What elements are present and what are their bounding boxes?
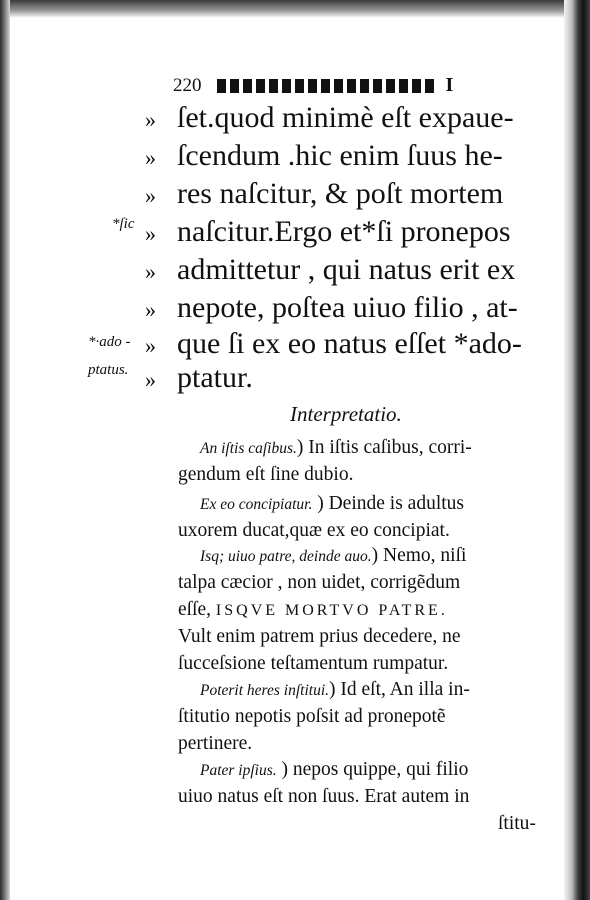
quote-mark: » [145, 297, 156, 323]
interp-line [200, 756, 572, 784]
running-title-end: I [445, 74, 454, 96]
quote-mark: » [145, 183, 156, 209]
line-text: ſcendum .hic enim ſuus he- [177, 139, 503, 172]
catchword: ſtitu- [498, 813, 536, 834]
gloss-text: ) Deinde is adultus [312, 493, 464, 514]
left-gutter-shadow [0, 0, 10, 900]
interp-line: ſucceſsione teſtamentum rumpatur. [178, 653, 449, 674]
main-text-line [145, 250, 515, 292]
interp-line: gendum eſt ſine dubio. [178, 464, 354, 485]
margin-note-ptatus: ptatus. [88, 362, 129, 378]
page-number: 220 [173, 75, 202, 96]
margin-note-sic: *ſic [112, 216, 135, 232]
margin-note-ado: *·ado - [88, 334, 131, 350]
interp-line [178, 596, 550, 624]
interp-line [200, 676, 572, 704]
running-header [173, 70, 493, 100]
line-text: nepote, poſtea uiuo filio , at- [177, 291, 518, 324]
interp-line: uxorem ducat,quæ ex eo concipiat. [178, 520, 450, 541]
interp-line [200, 434, 572, 462]
quote-mark: » [145, 259, 156, 285]
interp-line: uiuo natus eſt non ſuus. Erat autem in [178, 786, 470, 807]
interp-line: talpa cæcior , non uidet, corrigẽdum [178, 572, 461, 593]
line-text: admittetur , qui natus erit ex [177, 253, 516, 286]
quote-mark: » [145, 107, 156, 133]
top-page-edge [10, 0, 564, 18]
gloss-text: ) Id eſt, An illa in- [329, 679, 470, 700]
quote-mark: » [145, 333, 156, 359]
small-caps-emendation: ISQVE MORTVO PATRE. [215, 602, 448, 619]
quote-mark: » [145, 367, 156, 393]
lemma: Isq; uiuo patre, deinde auo. [200, 548, 372, 565]
gloss-text: ) In iſtis caſibus, corri- [296, 437, 472, 458]
interp-line: Vult enim patrem prius decedere, ne [178, 626, 461, 647]
gloss-text: ) nepos quippe, qui filio [276, 759, 469, 780]
line-text: ptatur. [177, 361, 253, 394]
main-text-line [145, 174, 503, 216]
section-heading: Interpretatio. [290, 402, 402, 426]
interp-line: ſtitutio nepotis poſsit ad pronepotẽ [178, 706, 446, 727]
main-text-line [145, 136, 503, 178]
lemma: Poterit heres inſtitui. [200, 682, 330, 699]
main-text-line [145, 98, 514, 140]
line-text: ſet.quod minimè eſt expaue- [177, 101, 514, 134]
line-text: naſcitur.Ergo et*ſi pronepos [177, 215, 511, 248]
main-text-line [145, 358, 253, 400]
interp-line [200, 490, 572, 518]
interp-line: pertinere. [178, 733, 253, 754]
gloss-text: ) Nemo, niſi [371, 545, 467, 566]
quote-mark: » [145, 221, 156, 247]
lemma: Pater ipſius. [200, 762, 277, 779]
main-text-line [145, 212, 511, 254]
lemma: Ex eo concipiatur. [200, 496, 313, 513]
line-text: res naſcitur, & poſt mortem [177, 177, 504, 210]
line-text: que ſi ex eo natus eſſet *ado- [177, 327, 522, 360]
interp-line [200, 542, 572, 570]
quote-mark: » [145, 145, 156, 171]
running-title-blotted [217, 79, 437, 93]
lemma: An iſtis caſibus. [200, 440, 297, 457]
gloss-text: eſſe, [178, 599, 216, 620]
